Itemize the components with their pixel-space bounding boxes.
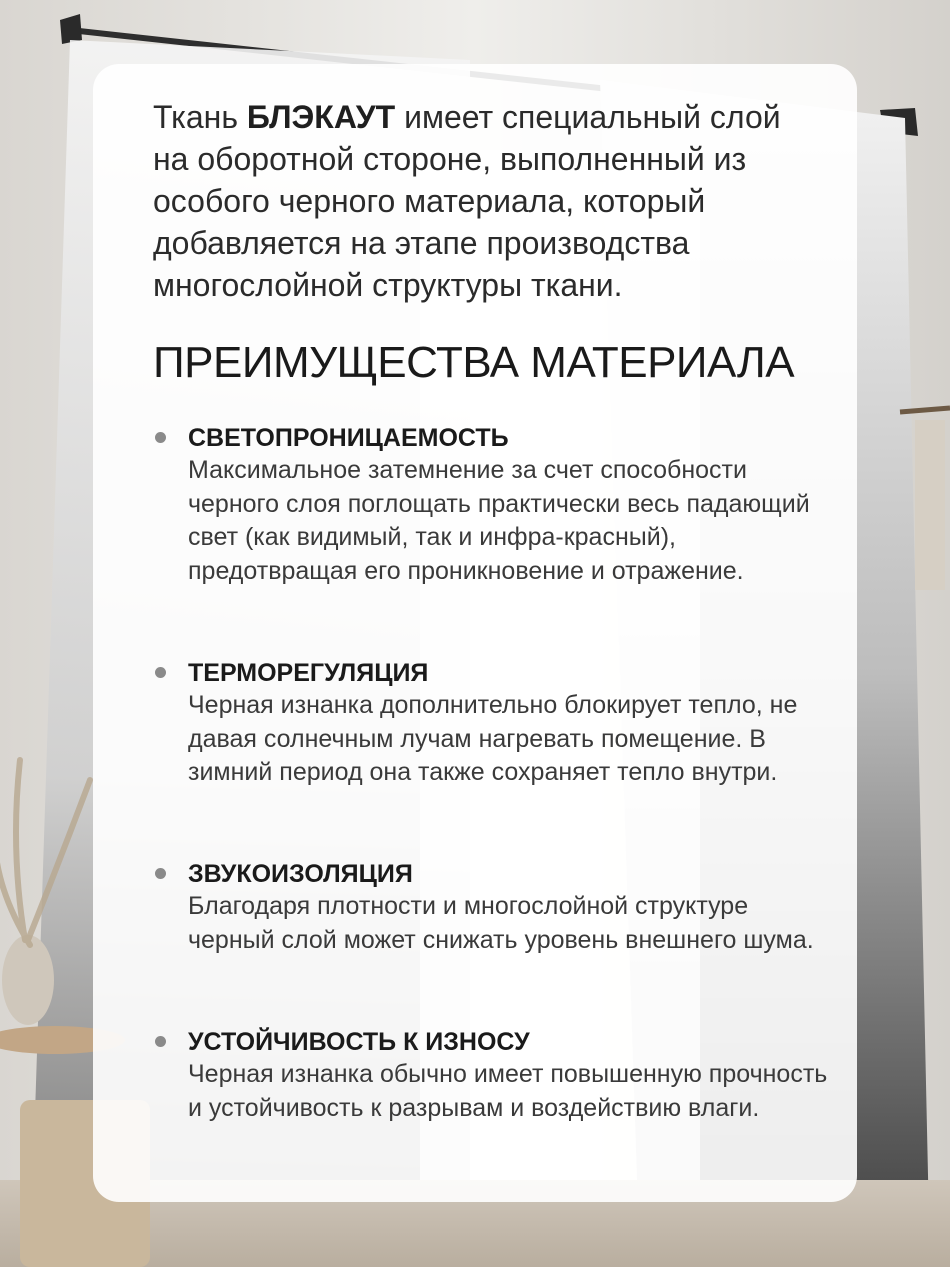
bullet-icon [155,868,166,879]
feature-text: Черная изнанка обычно имеет повышенную прочность и устойчивость к разрывам и воздействию влаги. [188,1060,828,1122]
bullet-icon [155,1036,166,1047]
intro-text-start: Ткань [153,99,247,135]
feature-text: Благодаря плотности и многослойной структуре черный слой может снижать уровень внешнего шума. [188,892,814,954]
bullet-icon [155,667,166,678]
feature-title: УСТОЙЧИВОСТЬ К ИЗНОСУ [188,1028,530,1056]
intro-text-end: имеет специальный слой на оборотной стороне, выполненный из особого черного материала, который добавляется на этапе производства многослойной структуры ткани. [153,99,781,303]
section-heading: ПРЕИМУЩЕСТВА МАТЕРИАЛА [153,338,795,387]
bullet-icon [155,432,166,443]
feature-title: ЗВУКОИЗОЛЯЦИЯ [188,860,413,888]
feature-text: Черная изнанка дополнительно блокирует тепло, не давая солнечным лучам нагревать помещение. В зимний период она также сохраняет тепло внутри. [188,691,798,786]
feature-title: ТЕРМОРЕГУЛЯЦИЯ [188,659,429,687]
feature-title: СВЕТОПРОНИЦАЕМОСТЬ [188,424,509,452]
intro-paragraph [153,96,823,306]
brand-name: БЛЭКАУТ [246,99,396,135]
vase [2,935,54,1025]
feature-text: Максимальное затемнение за счет способности черного слоя поглощать практически весь падающий свет (как видимый, так и инфра-красный), предотвращая его проникновение и отражение. [188,456,810,585]
